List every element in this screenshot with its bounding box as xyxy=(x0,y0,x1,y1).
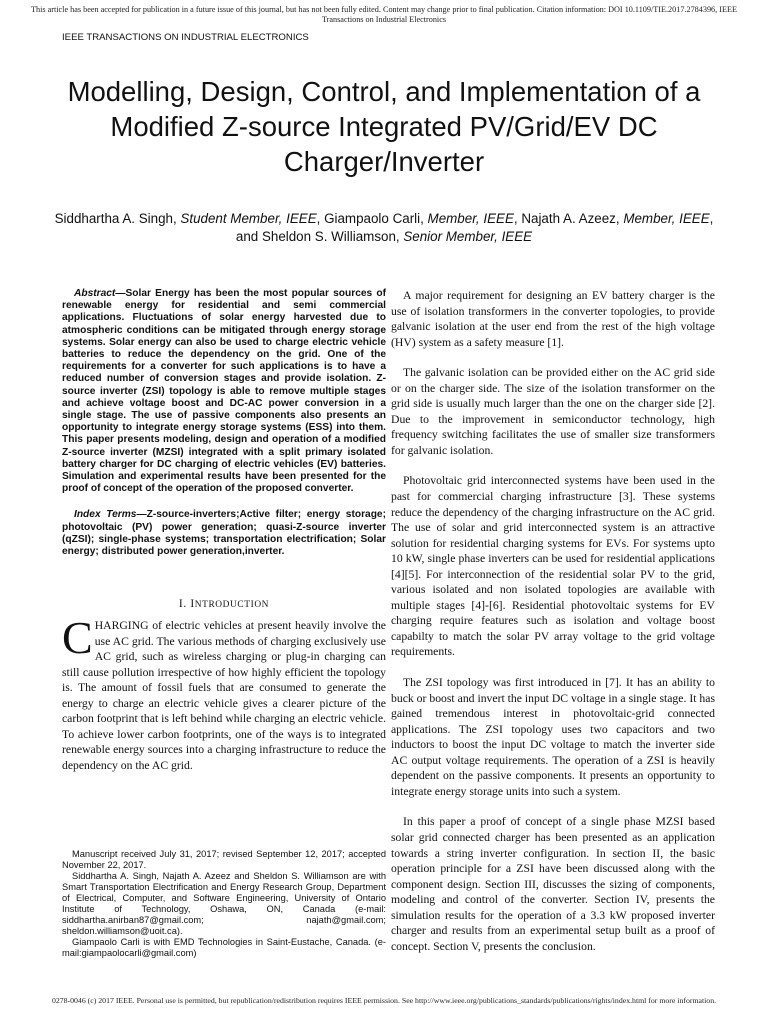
author-name: Giampaolo Carli, xyxy=(324,211,428,226)
footnote-affiliation: Giampaolo Carli is with EMD Technologies in Saint-Eustache, Canada. (e-mail:giampaolocarli@gmail.com) xyxy=(62,937,386,958)
author-membership: Member, IEEE xyxy=(427,211,514,226)
introduction-text: HARGING of electric vehicles at present heavily involve the use AC grid. The various methods of charging exclusively use AC grid, such as wireless charging or plug-in charging can still cause pollution irrespective of how highly efficient the topology is. The amount of fossil fuels that are consumed to generate the energy to charge an electric vehicle gives a clearer picture of the carbon footprint that is left behind while charging an electric vehicle. To achieve lower carbon footprints, one of the ways is to integrated renewable energy sources into a charging infrastructure to reduce the dependency on the AC grid. xyxy=(62,619,386,772)
author-name: Siddhartha A. Singh, xyxy=(54,211,181,226)
body-paragraph: A major requirement for designing an EV battery charger is the use of isolation transformers in the converter topologies, to provide galvanic isolation at the user end from the rest of the high voltage (HV) system as a safety measure [1]. xyxy=(391,289,715,349)
abstract xyxy=(62,288,386,495)
index-terms-lead: Index Terms xyxy=(74,509,137,521)
body-paragraph: The galvanic isolation can be provided either on the AC grid side or on the charger side. The size of the isolation transformer on the grid side is usually much larger than the one on the charger side [2]. Due to the improvement in semiconductor technology, high frequency switching facilitates the use of smaller size transformers for galvanic isolation. xyxy=(391,366,715,457)
author-name: Sheldon S. Williamson, xyxy=(261,229,404,244)
section-numeral: I. xyxy=(178,598,191,611)
body-paragraph: In this paper a proof of concept of a single phase MZSI based solar grid connected charger has been presented as an application towards a string inverter configuration. In section II, the basic operation principle for a ZSI have been discussed along with the component design. Section III, discusses the sizing of components, modeling and control of the converter. Section IV, presents the simulation results for the operation of a 3.3 kW proposed inverter charger and results from an experimental setup built as a proof of concept. Section V, presents the conclusion. xyxy=(391,815,715,953)
author-list xyxy=(52,210,716,246)
journal-running-head: IEEE TRANSACTIONS ON INDUSTRIAL ELECTRONICS xyxy=(62,32,309,43)
section-heading-initial: I xyxy=(190,598,195,611)
paper-title: Modelling, Design, Control, and Implementation of a Modified Z-source Integrated PV/Grid/EV DC Charger/Inverter xyxy=(67,76,701,177)
body-paragraph: The ZSI topology was first introduced in [7]. It has an ability to buck or boost and invert the input DC voltage in a single stage. It has gained tremendous interest in photovoltaic-grid connected applications. The ZSI topology uses two capacitors and two inductors to boost the input DC voltage to match the inverter side AC output voltage requirements. The operation of a ZSI is heavily dependent on the passive components. It presents an opportunity to integrate energy storage units into such a system. xyxy=(391,676,715,798)
body-paragraph: Photovoltaic grid interconnected systems have been used in the past for commercial charging infrastructure [3]. These systems reduce the dependency of the charging infrastructure on the AC grid. The use of solar and grid interconnected system is an attractive solution for residential charging systems for EVs. For systems upto 10 kW, single phase inverters can be used for residential applications [4][5]. For interconnection of the residential solar PV to the grid, various isolated and non isolated topologies are available with multiple stages [4]-[6]. Residential photovoltaic systems for EV charging require features such as isolation and voltage boost capabilty to match the solar PV array voltage to the grid voltage requirements. xyxy=(391,474,715,659)
introduction-paragraph xyxy=(62,612,386,773)
author-separator: , and xyxy=(235,211,714,244)
footnote-affiliation: Siddhartha A. Singh, Najath A. Azeez and Sheldon S. Williamson are with Smart Transportation Electrification and Energy Research Group, Department of Electrical, Computer, and Software Engineering, University of Ontario Institute of Technology, Oshawa, ON, Canada (e-mail: siddhartha.anirban87@gmail.com; najath@gmail.com; sheldon.williamson@uoit.ca). xyxy=(62,871,386,936)
author-membership: Member, IEEE xyxy=(623,211,710,226)
author-separator: , xyxy=(513,211,522,226)
author-separator: , xyxy=(316,211,325,226)
index-terms-text: —Z-source-inverters;Active filter; energy storage; photovoltaic (PV) power generation; quasi-Z-source inverter (qZSI); single-phase systems; transportation electrification; Solar energy; distributed power generation,inverter. xyxy=(62,509,386,558)
left-column xyxy=(62,288,386,773)
section-heading-introduction xyxy=(62,598,386,610)
copyright-notice: 0278-0046 (c) 2017 IEEE. Personal use is permitted, but republication/redistribution requires IEEE permission. See http://www.ieee.org/publications_standards/publications/rights/index.html for more information. xyxy=(51,996,717,1005)
abstract-text: —Solar Energy has been the most popular sources of renewable energy for residential and semi commercial applications. Fluctuations of solar energy harvested due to atmospheric conditions can be mitigated through energy storage systems. Solar energy can also be used to charge electric vehicle batteries to reduce the dependency on the grid. One of the requirements for a converter for such applications is to have a reduced number of conversion stages and provide isolation. Z-source inverter (ZSI) topology is able to remove multiple stages and achieve voltage boost and DC-AC power conversion in a single stage. The use of passive components also presents an opportunity to integrate energy storage systems (ESS) into them. This paper presents modeling, design and operation of a modified Z-source inverter (MZSI) integrated with a split primary isolated battery charger for DC charging of electric vehicles (EV) batteries. Simulation and experimental results have been presented for the proof of concept of the operation of the proposed converter. xyxy=(62,288,386,495)
footnote-received: Manuscript received July 31, 2017; revised September 12, 2017; accepted November 22, 2017. xyxy=(62,849,386,870)
abstract-lead: Abstract xyxy=(74,288,116,299)
author-name: Najath A. Azeez, xyxy=(521,211,624,226)
index-terms xyxy=(62,509,386,558)
section-heading-rest: NTRODUCTION xyxy=(194,600,270,611)
right-column xyxy=(391,288,715,969)
first-page-footnote xyxy=(62,849,386,959)
author-membership: Senior Member, IEEE xyxy=(403,229,533,244)
author-membership: Student Member, IEEE xyxy=(180,211,317,226)
drop-cap: C xyxy=(62,612,93,664)
accepted-article-notice: This article has been accepted for publication in a future issue of this journal, but has not been fully edited. Content may change prior to final publication. Citation information: DOI 10.1109/TIE.2017.2784396, IEEE Transactions on Industrial Electronics xyxy=(31,5,737,24)
